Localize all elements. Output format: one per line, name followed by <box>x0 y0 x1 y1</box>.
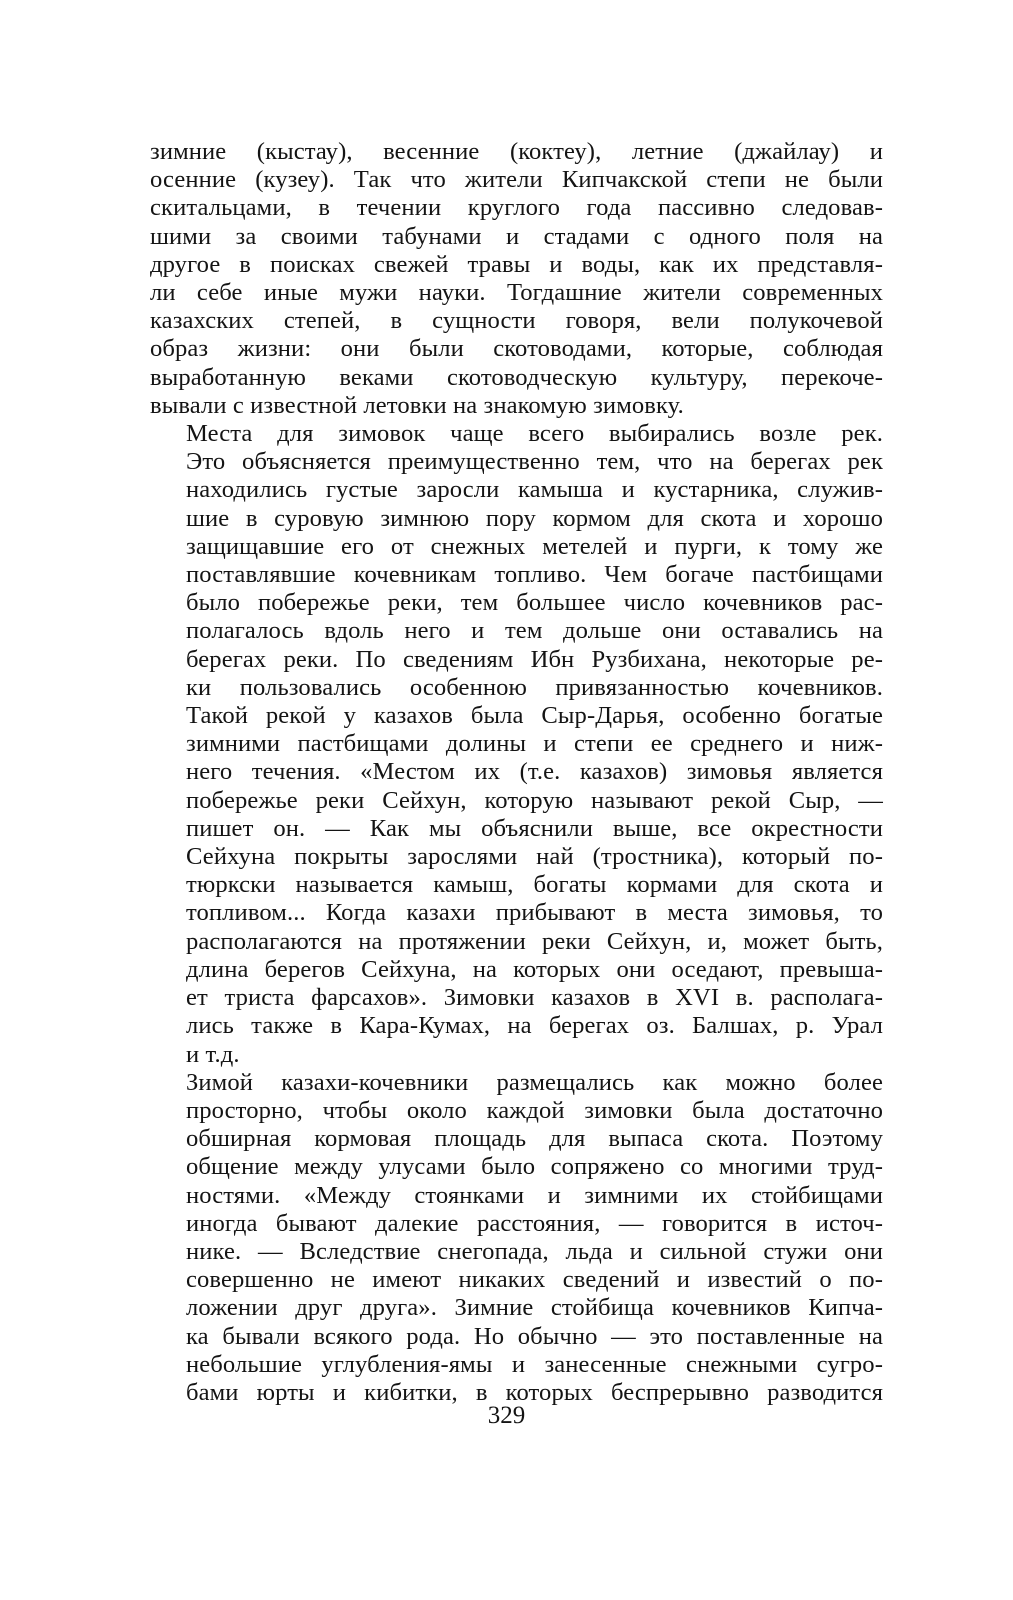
text-line: полагалось вдоль него и тем дольше они оставались на <box>186 617 883 645</box>
text-line: защищавшие его от снежных метелей и пурги, к тому же <box>186 532 883 560</box>
text-line: находились густые заросли камыша и кустарника, служив- <box>186 476 883 504</box>
text-line: берегах реки. По сведениям Ибн Рузбихана, некоторые ре- <box>186 645 883 673</box>
text-line: Зимой казахи-кочевники размещались как можно более <box>186 1068 883 1096</box>
text-line: лись также в Кара-Кумах, на берегах оз. Балшах, р. Урал <box>186 1012 883 1040</box>
page-body <box>150 138 883 1407</box>
text-line: осенние (кузеу). Так что жители Кипчакской степи не были <box>150 166 883 194</box>
text-line: Сейхуна покрыты зарослями най (тростника), который по- <box>186 843 883 871</box>
text-line: небольшие углубления-ямы и занесенные снежными сугро- <box>186 1350 883 1378</box>
paragraph-1 <box>150 138 883 420</box>
text-line: зимние (кыстау), весенние (коктеу), летние (джайлау) и <box>150 138 883 165</box>
text-line: и т.д. <box>186 1040 240 1068</box>
text-line: шими за своими табунами и стадами с одного поля на <box>150 222 883 250</box>
text-line: Места для зимовок чаще всего выбирались возле рек. <box>186 420 883 448</box>
text-line: другое в поисках свежей травы и воды, как их представля- <box>150 250 883 278</box>
paragraph-2 <box>150 420 883 1069</box>
text-line: поставлявшие кочевникам топливо. Чем богаче пастбищами <box>186 561 883 589</box>
text-line: ки пользовались особенною привязанностью кочевников. <box>186 673 883 701</box>
text-line: тюркски называется камыш, богаты кормами для скота и <box>186 871 883 899</box>
page-number: 329 <box>487 1402 526 1429</box>
text-line: общение между улусами было сопряжено со многими труд- <box>186 1153 883 1181</box>
text-line: длина берегов Сейхуна, на которых они оседают, превыша- <box>186 955 883 983</box>
text-line: ет триста фарсахов». Зимовки казахов в XVI в. располага- <box>186 984 883 1012</box>
paragraph-3 <box>150 1069 883 1407</box>
text-line: обширная кормовая площадь для выпаса скота. Поэтому <box>186 1125 883 1153</box>
text-line: совершенно не имеют никаких сведений и известий о по- <box>186 1266 883 1294</box>
text-line: ка бывали всякого рода. Но обычно — это поставленные на <box>186 1322 883 1350</box>
text-line: Такой рекой у казахов была Сыр-Дарья, особенно богатые <box>186 702 883 730</box>
text-line: зимними пастбищами долины и степи ее среднего и ниж- <box>186 730 883 758</box>
text-line: Это объясняется преимущественно тем, что на берегах рек <box>186 448 883 476</box>
text-line: побережье реки Сейхун, которую называют рекой Сыр, — <box>186 786 883 814</box>
text-line: казахских степей, в сущности говоря, вели полукочевой <box>150 307 883 335</box>
text-line: иногда бывают далекие расстояния, — говорится в источ- <box>186 1209 883 1237</box>
text-line: пишет он. — Как мы объяснили выше, все окрестности <box>186 814 883 842</box>
text-line: было побережье реки, тем большее число кочевников рас- <box>186 589 883 617</box>
text-line: ностями. «Между стоянками и зимними их стойбищами <box>186 1181 883 1209</box>
text-line: топливом... Когда казахи прибывают в места зимовья, то <box>186 899 883 927</box>
text-line: выработанную веками скотоводческую культуру, перекоче- <box>150 363 883 391</box>
text-line: вывали с известной летовки на знакомую зимовку. <box>150 391 684 419</box>
text-line: нике. — Вследствие снегопада, льда и сильной стужи они <box>186 1237 883 1265</box>
text-line: образ жизни: они были скотоводами, которые, соблюдая <box>150 335 883 363</box>
text-line: ложении друг друга». Зимние стойбища кочевников Кипча- <box>186 1294 883 1322</box>
text-line: просторно, чтобы около каждой зимовки была достаточно <box>186 1096 883 1124</box>
text-line: располагаются на протяжении реки Сейхун, и, может быть, <box>186 927 883 955</box>
text-line: ли себе иные мужи науки. Тогдашние жители современных <box>150 279 883 307</box>
text-line: него течения. «Местом их (т.е. казахов) зимовья является <box>186 758 883 786</box>
text-line: бами юрты и кибитки, в которых беспрерывно разводится <box>186 1378 883 1406</box>
text-line: скитальцами, в течении круглого года пассивно следовав- <box>150 194 883 222</box>
text-line: шие в суровую зимнюю пору кормом для скота и хорошо <box>186 504 883 532</box>
